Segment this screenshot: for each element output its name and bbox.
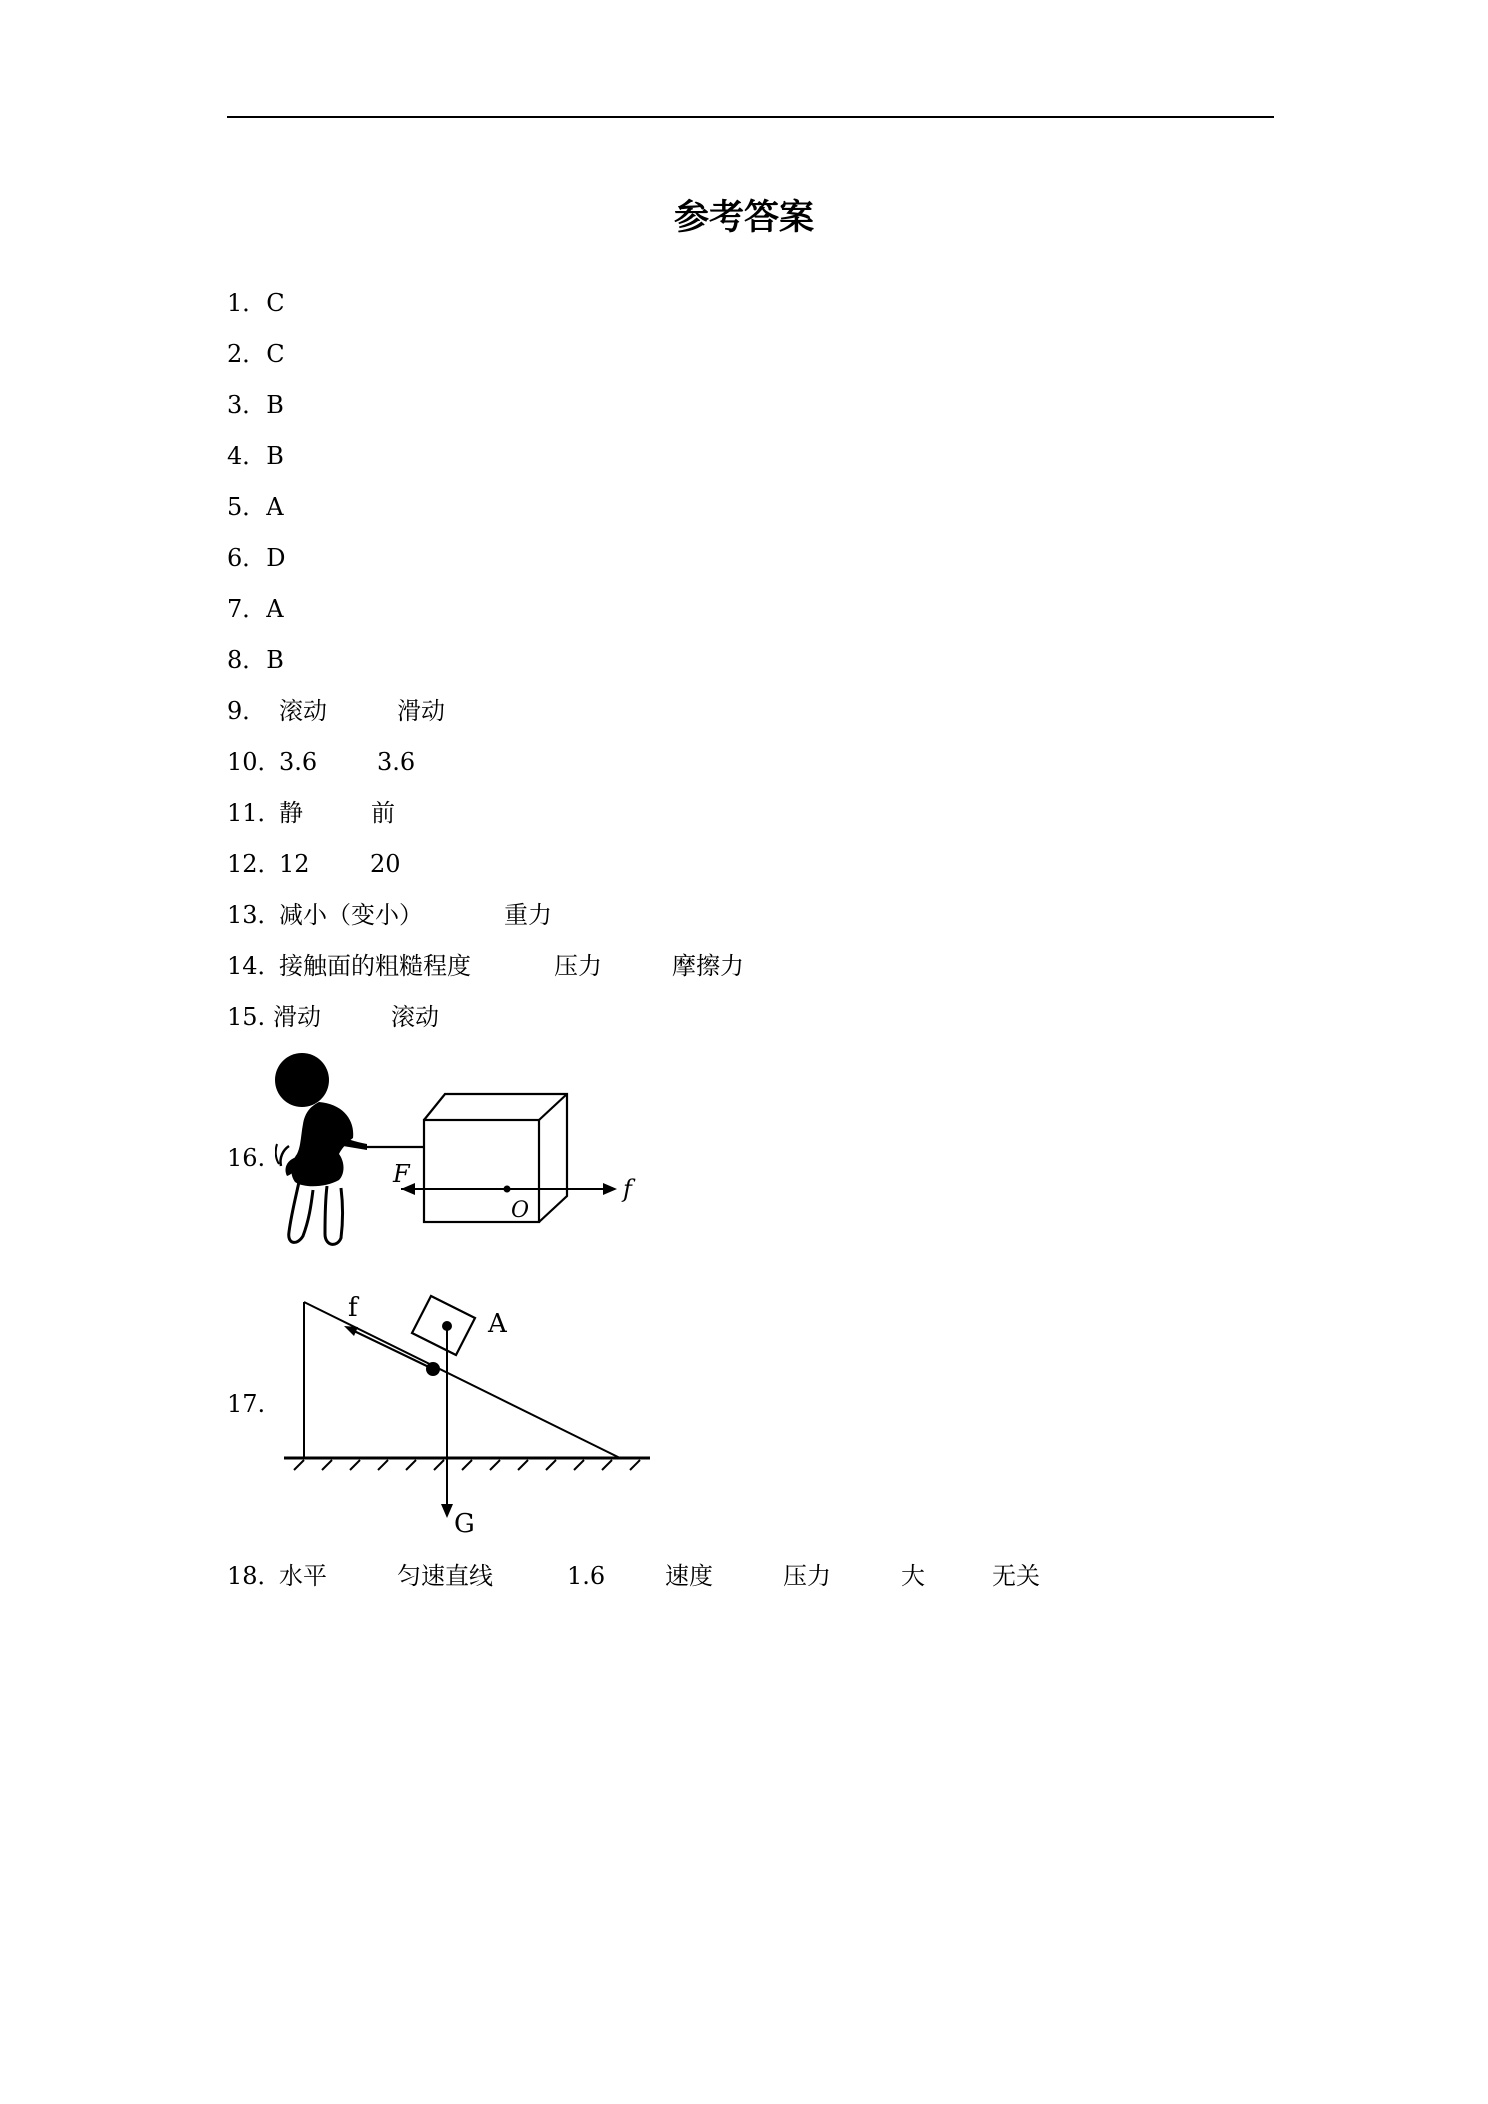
block-label-A: A — [488, 1309, 507, 1339]
answer-number: 6． — [227, 544, 267, 572]
answer-7 — [227, 594, 284, 624]
answer-value: C — [266, 289, 285, 317]
answer-number: 9． — [227, 697, 267, 725]
answer-value: 20 — [370, 850, 401, 878]
answer-10 — [227, 747, 415, 777]
page-title: 参考答案 — [673, 198, 814, 238]
answer-value: 压力 — [554, 952, 602, 980]
answer-3 — [227, 390, 284, 420]
force-label-f: f — [623, 1175, 632, 1203]
answer-value: 接触面的粗糙程度 — [279, 952, 471, 980]
header-rule — [227, 116, 1274, 118]
figure-16-person-pushing-box — [275, 1050, 645, 1260]
force-arrows — [401, 1183, 617, 1195]
point-label-O: O — [511, 1198, 530, 1223]
box-outline — [367, 1094, 567, 1222]
answer-value: 水平 — [279, 1562, 327, 1590]
answer-number: 15. — [227, 1003, 266, 1031]
answer-number: 10． — [227, 748, 282, 776]
answer-value: 前 — [371, 799, 395, 827]
force-arrows — [344, 1326, 453, 1518]
answer-value: 滚动 — [391, 1003, 439, 1031]
answer-11 — [227, 798, 395, 828]
answer-value: 3.6 — [377, 748, 416, 776]
answer-value: 速度 — [665, 1562, 713, 1590]
answer-number: 18． — [227, 1562, 282, 1590]
answer-9 — [227, 696, 445, 726]
answer-number: 5． — [227, 493, 267, 521]
gravity-label-G: G — [454, 1509, 475, 1539]
answer-8 — [227, 645, 284, 675]
answer-number: 1． — [227, 289, 267, 317]
answer-value: 匀速直线 — [397, 1562, 493, 1590]
answer-value: B — [266, 646, 284, 674]
answer-value: 1.6 — [567, 1562, 606, 1590]
answer-number: 2． — [227, 340, 267, 368]
answer-value: 重力 — [504, 901, 552, 929]
answer-number: 17. — [227, 1390, 266, 1418]
answer-4 — [227, 441, 284, 471]
answer-value: 摩擦力 — [672, 952, 744, 980]
answer-value: 大 — [901, 1562, 925, 1590]
ground-hatch — [284, 1458, 650, 1470]
answer-value: A — [266, 493, 284, 521]
answer-number: 8． — [227, 646, 267, 674]
answer-value: C — [266, 340, 285, 368]
answer-16 — [227, 1143, 265, 1173]
answer-15 — [227, 1002, 439, 1032]
answer-number: 14． — [227, 952, 282, 980]
answer-13 — [227, 900, 552, 930]
answer-value: 滑动 — [397, 697, 445, 725]
answer-number: 4． — [227, 442, 267, 470]
answer-18 — [227, 1561, 1040, 1591]
answer-1 — [227, 288, 285, 318]
answer-value: 压力 — [783, 1562, 831, 1590]
answer-value: 滚动 — [279, 697, 327, 725]
answer-6 — [227, 543, 286, 573]
answer-number: 7． — [227, 595, 267, 623]
answer-value: 12 — [279, 850, 310, 878]
force-label-F: F — [393, 1160, 410, 1188]
answer-number: 12． — [227, 850, 282, 878]
answer-12 — [227, 849, 401, 879]
answer-number: 3． — [227, 391, 267, 419]
person-silhouette — [275, 1053, 367, 1244]
answer-value: 3.6 — [279, 748, 318, 776]
answer-value: B — [266, 442, 284, 470]
answer-value: B — [266, 391, 284, 419]
answer-number: 13． — [227, 901, 282, 929]
figure-17-block-on-incline — [280, 1280, 660, 1540]
answer-17 — [227, 1389, 265, 1419]
answer-value: 无关 — [992, 1562, 1040, 1590]
answer-value: D — [266, 544, 286, 572]
answer-number: 16. — [227, 1144, 266, 1172]
answer-2 — [227, 339, 285, 369]
answer-value: 减小（变小） — [279, 901, 423, 929]
answer-number: 11． — [227, 799, 282, 827]
answer-value: 滑动 — [273, 1003, 321, 1031]
block-A — [412, 1296, 475, 1355]
answer-14 — [227, 951, 744, 981]
answer-5 — [227, 492, 284, 522]
answer-value: A — [266, 595, 284, 623]
friction-label-f: f — [348, 1293, 358, 1323]
answer-value: 静 — [279, 799, 303, 827]
